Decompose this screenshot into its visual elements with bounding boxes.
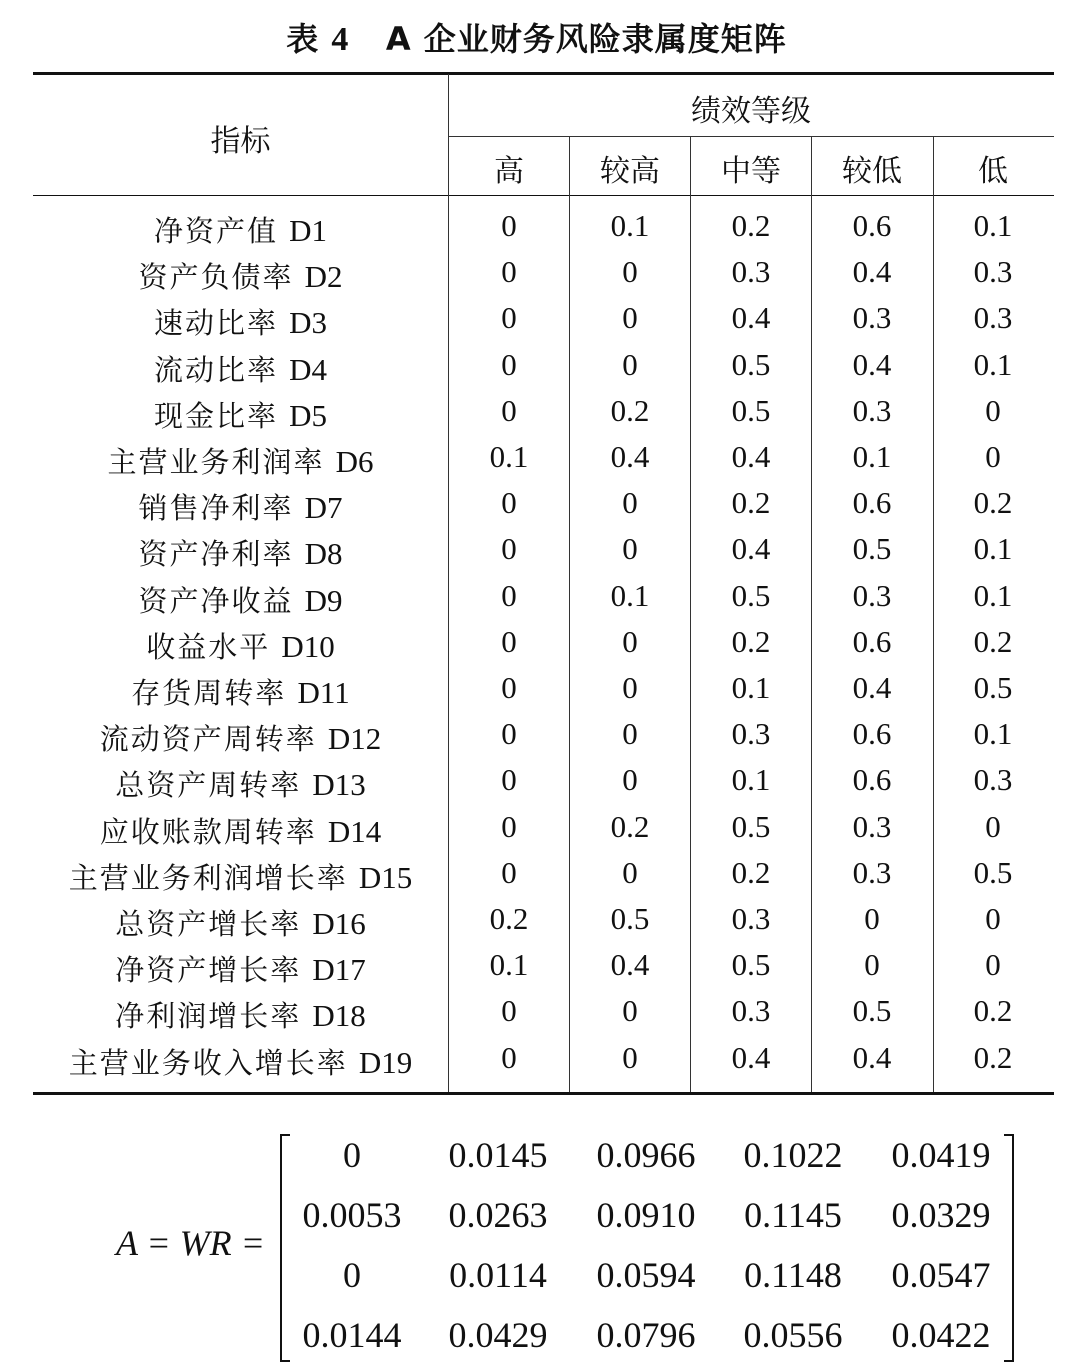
table-cell: 0.2 [973, 1039, 1013, 1075]
table-cell: 0.3 [731, 254, 771, 290]
row-code: D14 [327, 813, 382, 849]
table-cell: 0.2 [610, 392, 650, 428]
table-cell: 0.2 [973, 623, 1013, 659]
matrix-cell: 0.0422 [891, 1315, 991, 1355]
table-cell: 0.5 [731, 392, 771, 428]
row-label-text: 销售净利率 [138, 491, 294, 526]
matrix-cell: 0.1022 [743, 1135, 843, 1175]
matrix-cell: 0.0556 [743, 1315, 843, 1355]
row-label [33, 301, 448, 342]
matrix-cell: 0.0263 [448, 1195, 548, 1235]
group-header-rule [448, 136, 1054, 137]
table-cell: 0.1 [731, 762, 771, 798]
row-label [33, 1041, 448, 1082]
row-label-text: 总资产周转率 [115, 768, 302, 803]
table-cell: 0 [501, 577, 517, 613]
table-cell: 0.6 [852, 623, 892, 659]
row-label-text: 净利润增长率 [115, 999, 302, 1034]
table-cell: 0 [622, 623, 638, 659]
row-code: D13 [312, 767, 366, 803]
row-label-text: 主营业务利润增长率 [68, 860, 348, 895]
table-cell: 0.1 [973, 577, 1013, 613]
table-cell: 0 [985, 439, 1001, 474]
row-code: D3 [289, 305, 328, 341]
table-cell: 0.2 [610, 808, 650, 844]
row-label-text: 净资产值 [153, 214, 278, 248]
row-code: D16 [312, 906, 366, 941]
table-cell: 0.6 [852, 762, 892, 798]
row-label [33, 579, 448, 620]
table-cell: 0 [501, 531, 517, 567]
row-code: D10 [281, 628, 335, 664]
table-cell: 0.1 [489, 439, 529, 474]
row-code: D1 [289, 213, 328, 248]
row-label-text: 净资产增长率 [115, 953, 302, 988]
row-code: D9 [304, 582, 343, 618]
column-header: 中等 [721, 154, 781, 189]
table-cell: 0 [501, 208, 517, 243]
table-cell: 0.1 [973, 346, 1013, 382]
table-cell: 0 [622, 762, 638, 798]
table-cell: 0.4 [852, 670, 892, 705]
row-label [33, 255, 448, 296]
row-label-text: 总资产增长率 [115, 907, 302, 941]
table-cell: 0.6 [852, 208, 892, 243]
row-label [33, 348, 448, 389]
row-label [33, 671, 448, 712]
column-header: 较低 [842, 154, 902, 189]
equation-lhs: A = WR = [116, 1223, 265, 1263]
row-label-text: 资产负债率 [138, 260, 294, 295]
table-cell: 0.5 [852, 993, 892, 1029]
table-cell: 0.3 [852, 577, 892, 613]
top-rule [33, 72, 1054, 75]
row-label [33, 625, 448, 666]
table-title [0, 14, 1073, 60]
row-code: D4 [289, 351, 328, 387]
table-cell: 0.1 [973, 531, 1013, 567]
row-code: D12 [327, 721, 382, 757]
row-label-text: 流动资产周转率 [99, 722, 317, 757]
table-cell: 0.3 [852, 392, 892, 428]
table-cell: 0 [501, 392, 517, 428]
row-label-text: 应收账款周转率 [99, 814, 317, 849]
row-label-text: 资产净利率 [138, 537, 294, 572]
row-label [33, 902, 448, 943]
row-code: D5 [289, 397, 328, 433]
table-cell: 0 [622, 1039, 638, 1075]
table-cell: 0.5 [731, 947, 771, 983]
row-label-text: 流动比率 [153, 352, 278, 387]
table-cell: 0 [985, 947, 1001, 983]
table-cell: 0.4 [852, 1039, 892, 1075]
row-label-text: 现金比率 [153, 398, 278, 433]
column-header: 较高 [600, 154, 660, 189]
matrix-cell: 0.0910 [596, 1195, 696, 1235]
row-code: D8 [304, 536, 343, 572]
table-cell: 0 [501, 762, 517, 798]
table-cell: 0.2 [973, 485, 1013, 521]
table-cell: 0 [622, 670, 638, 705]
table-cell: 0.5 [731, 808, 771, 844]
row-label [33, 209, 448, 250]
row-code: D11 [297, 675, 350, 710]
table-cell: 0.3 [852, 808, 892, 844]
table-cell: 0.1 [973, 716, 1013, 752]
table-cell: 0 [622, 854, 638, 890]
table-cell: 0 [501, 346, 517, 382]
table-cell: 0 [622, 300, 638, 336]
table-cell: 0.2 [489, 901, 529, 936]
table-cell: 0.3 [731, 993, 771, 1029]
table-cell: 0 [622, 531, 638, 567]
matrix-cell: 0.0329 [891, 1195, 991, 1235]
table-cell: 0 [501, 808, 517, 844]
row-code: D18 [312, 998, 366, 1034]
row-label [33, 532, 448, 573]
matrix-cell: 0.1145 [744, 1195, 842, 1235]
table-cell: 0.4 [610, 947, 650, 983]
table-cell: 0 [501, 485, 517, 521]
table-cell: 0.1 [852, 439, 892, 474]
table-cell: 0.5 [973, 854, 1013, 890]
row-header: 指标 [210, 124, 271, 159]
row-label [33, 810, 448, 851]
table-cell: 0.4 [852, 254, 892, 290]
row-label [33, 994, 448, 1035]
table-cell: 0.4 [610, 439, 650, 474]
table-cell: 0 [864, 947, 880, 983]
table-cell: 0.3 [731, 901, 771, 936]
row-code: D2 [304, 259, 343, 295]
row-label [33, 948, 448, 989]
table-cell: 0.4 [731, 531, 771, 567]
table-cell: 0 [622, 993, 638, 1029]
table-cell: 0 [501, 1039, 517, 1075]
table-cell: 0.1 [610, 208, 650, 243]
column-header: 高 [494, 154, 524, 189]
row-code: D19 [358, 1044, 413, 1080]
matrix-cell: 0.0796 [596, 1315, 696, 1355]
table-cell: 0.3 [852, 300, 892, 336]
table-cell: 0.3 [852, 854, 892, 890]
table-cell: 0 [501, 300, 517, 336]
table-cell: 0.5 [610, 901, 650, 936]
row-label-text: 资产净收益 [138, 583, 294, 618]
header-rule [33, 195, 1054, 196]
table-cell: 0.3 [973, 254, 1013, 290]
table-cell: 0.6 [852, 716, 892, 752]
table-cell: 0 [985, 392, 1001, 428]
table-cell: 0 [501, 854, 517, 890]
row-label [33, 856, 448, 897]
table-cell: 0 [985, 901, 1001, 936]
table-cell: 0.3 [731, 716, 771, 752]
table-cell: 0.4 [852, 346, 892, 382]
table-cell: 0.3 [973, 762, 1013, 798]
row-label [33, 763, 448, 804]
table-title-text: A 企业财务风险隶属度矩阵 [385, 20, 787, 58]
row-label-text: 主营业务收入增长率 [68, 1045, 348, 1080]
table-cell: 0 [985, 808, 1001, 844]
row-label [33, 440, 448, 481]
matrix-cell: 0.0594 [596, 1255, 696, 1295]
table-cell: 0.2 [973, 993, 1013, 1029]
matrix-cell: 0.0053 [302, 1195, 402, 1235]
matrix-cell: 0.0547 [891, 1255, 991, 1295]
matrix-cell: 0 [343, 1255, 361, 1295]
table-cell: 0.1 [610, 577, 650, 613]
table-cell: 0.6 [852, 485, 892, 521]
matrix-cell: 0.0429 [448, 1315, 548, 1355]
table-cell: 0.2 [731, 208, 771, 243]
table-cell: 0.1 [731, 670, 771, 705]
table-cell: 0.2 [731, 485, 771, 521]
table-cell: 0.5 [731, 577, 771, 613]
matrix-cell: 0.0114 [449, 1255, 547, 1295]
table-cell: 0 [622, 716, 638, 752]
table-cell: 0.5 [973, 670, 1013, 705]
table-cell: 0 [622, 346, 638, 382]
row-label [33, 486, 448, 527]
table-cell: 0 [501, 254, 517, 290]
row-code: D7 [304, 490, 343, 526]
row-label [33, 717, 448, 758]
bottom-rule [33, 1092, 1054, 1095]
table-title-prefix: 表 [286, 20, 320, 58]
row-code: D15 [358, 859, 413, 895]
matrix-cell: 0.0966 [596, 1135, 696, 1175]
matrix-cell: 0.0419 [891, 1135, 991, 1175]
table-cell: 0 [622, 254, 638, 290]
table-title-number: 4 [331, 21, 350, 58]
table-cell: 0.3 [973, 300, 1013, 336]
table-cell: 0.1 [973, 208, 1013, 243]
table-cell: 0.5 [731, 346, 771, 382]
table-cell: 0.2 [731, 854, 771, 890]
table-cell: 0 [501, 670, 517, 705]
table-cell: 0.2 [731, 623, 771, 659]
table-cell: 0.5 [852, 531, 892, 567]
row-label-text: 主营业务利润率 [107, 445, 325, 479]
table-cell: 0.4 [731, 300, 771, 336]
column-header: 低 [978, 154, 1008, 189]
table-cell: 0 [501, 716, 517, 752]
matrix-cell: 0.0145 [448, 1135, 548, 1175]
matrix-cell: 0.1148 [744, 1255, 842, 1295]
matrix-cell: 0.0144 [302, 1315, 402, 1355]
matrix-cell: 0 [343, 1135, 361, 1175]
table-cell: 0 [622, 485, 638, 521]
row-label [33, 394, 448, 435]
table-cell: 0.1 [489, 947, 529, 983]
table-cell: 0 [501, 993, 517, 1029]
group-header: 绩效等级 [691, 94, 811, 129]
table-cell: 0.4 [731, 1039, 771, 1075]
table-cell: 0.4 [731, 439, 771, 474]
table-cell: 0 [864, 901, 880, 936]
row-label-text: 存货周转率 [131, 676, 287, 710]
row-label-text: 收益水平 [146, 629, 271, 664]
table-cell: 0 [501, 623, 517, 659]
row-code: D6 [335, 444, 374, 479]
row-label-text: 速动比率 [153, 306, 278, 341]
row-code: D17 [312, 952, 366, 988]
